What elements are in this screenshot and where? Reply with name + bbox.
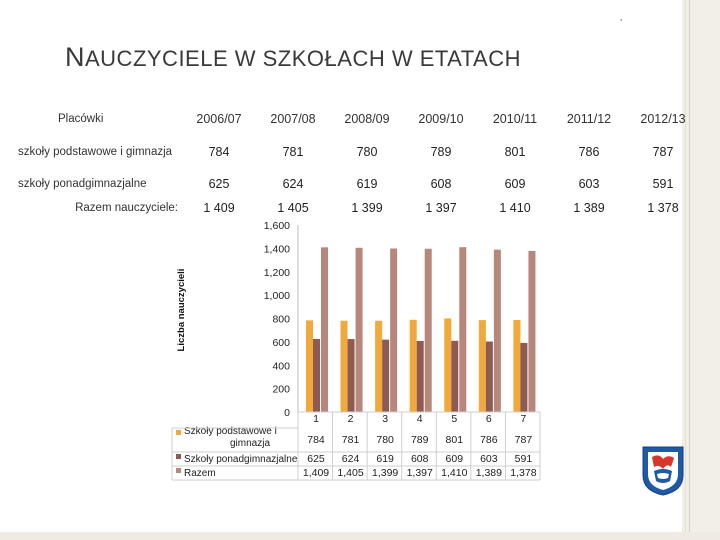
table-cell: 784: [208, 145, 230, 159]
x-tick-label: 7: [520, 413, 527, 425]
year-header: 2012/13: [640, 112, 686, 126]
table-cell: 609: [504, 177, 526, 191]
bar-2: [313, 339, 320, 412]
legend-swatch: [176, 454, 181, 459]
bar-3: [459, 247, 466, 412]
data-table-value: 625: [307, 453, 325, 465]
data-table-value: 781: [341, 434, 360, 446]
data-table-value: 789: [410, 434, 429, 446]
table-cell: 624: [282, 177, 304, 191]
x-tick-label: 6: [485, 413, 492, 425]
table-cell: 1 397: [425, 201, 457, 215]
data-table-value: 608: [410, 453, 429, 465]
coat-of-arms-icon: [641, 445, 685, 497]
title-rest: AUCZYCIELE W SZKOŁACH W ETATACH: [85, 46, 521, 71]
y-tick-label: 600: [272, 336, 290, 349]
bar-2: [486, 342, 493, 412]
data-table-value: 1,409: [302, 467, 330, 479]
bar-1: [410, 320, 417, 412]
table-cell: 1 405: [277, 201, 309, 215]
bar-2: [520, 343, 527, 412]
table-cell: 789: [430, 145, 452, 159]
table-cell: 1 389: [573, 201, 605, 215]
x-tick-label: 5: [451, 413, 458, 425]
data-table-value: 787: [514, 434, 533, 446]
y-tick-label: 1,600: [263, 220, 290, 232]
data-table-value: 603: [480, 453, 498, 465]
data-table-value: 624: [341, 453, 360, 465]
legend-label: gimnazja: [229, 438, 271, 449]
data-table-value: 619: [376, 453, 394, 465]
x-tick-label: 3: [382, 413, 389, 425]
data-table-value: 1,397: [406, 467, 433, 479]
year-header: 2010/11: [492, 112, 538, 126]
x-tick-label: 2: [347, 413, 354, 425]
bar-1: [375, 321, 382, 412]
table-cell: 619: [356, 177, 378, 191]
bar-1: [341, 321, 348, 412]
bar-2: [382, 340, 389, 412]
data-table-value: 1,405: [337, 467, 364, 479]
legend-label: Szkoły podstawowe i: [184, 426, 277, 437]
data-table-value: 780: [376, 434, 394, 446]
bar-1: [444, 318, 451, 412]
table-cell: 781: [282, 145, 304, 159]
data-table-value: 1,410: [441, 467, 468, 479]
year-header: 2011/12: [566, 112, 612, 126]
table-cell: 1 410: [499, 201, 531, 215]
data-table-value: 609: [445, 453, 464, 465]
bar-2: [348, 339, 355, 412]
year-header: 2008/09: [344, 112, 390, 126]
data-table-value: 801: [445, 434, 464, 446]
bar-2: [451, 341, 458, 412]
table-cell: 801: [504, 145, 526, 159]
table-cell: 603: [578, 177, 600, 191]
table-cell: 1 378: [647, 201, 679, 215]
data-table-value: 786: [480, 434, 498, 446]
y-tick-label: 400: [272, 360, 290, 373]
data-table-value: 1,378: [510, 467, 537, 479]
table-cell: 608: [430, 177, 452, 191]
data-table-value: 784: [307, 434, 325, 446]
data-table-value: 1,399: [372, 467, 399, 479]
legend-swatch: [176, 468, 181, 473]
table-cell: 787: [652, 145, 674, 159]
bar-3: [390, 248, 397, 412]
table-cell: 1 399: [351, 201, 383, 215]
title-initial: N: [65, 42, 85, 72]
bar-2: [417, 341, 424, 412]
bar-1: [513, 320, 520, 412]
bar-3: [528, 251, 535, 412]
y-tick-label: 1,000: [263, 290, 290, 303]
table-cell: 786: [578, 145, 600, 159]
row-label: szkoły ponadgimnazjalne: [18, 177, 147, 190]
year-header: 2006/07: [196, 112, 242, 126]
row-label: Razem nauczyciele:: [75, 201, 178, 214]
bar-3: [425, 249, 432, 412]
header-label: Placówki: [58, 112, 104, 125]
data-table-value: 591: [514, 453, 533, 465]
corner-mark: ’: [620, 18, 623, 29]
table-cell: 591: [652, 177, 674, 191]
y-tick-label: 1,400: [263, 243, 290, 256]
data-table-value: 1,389: [475, 467, 502, 479]
legend-label: Szkoły ponadgimnazjalne: [184, 454, 298, 465]
legend-label: Razem: [184, 468, 216, 479]
legend-swatch: [176, 430, 181, 435]
table-cell: 1 409: [203, 201, 235, 215]
x-tick-label: 4: [416, 413, 423, 425]
year-header: 2007/08: [270, 112, 316, 126]
bar-3: [321, 247, 328, 412]
table-cell: 780: [356, 145, 378, 159]
y-tick-label: 1,200: [263, 266, 290, 279]
bar-3: [494, 250, 501, 412]
y-tick-label: 200: [272, 383, 290, 396]
y-tick-label: 0: [284, 407, 290, 419]
y-axis-title: Liczba nauczycieli: [176, 268, 187, 352]
row-label: szkoły podstawowe i gimnazja: [18, 145, 173, 158]
x-tick-label: 1: [313, 413, 319, 425]
bar-1: [306, 320, 313, 412]
bar-3: [356, 248, 363, 412]
bar-1: [479, 320, 486, 412]
table-cell: 625: [208, 177, 230, 191]
y-tick-label: 800: [272, 313, 290, 326]
year-header: 2009/10: [418, 112, 464, 126]
